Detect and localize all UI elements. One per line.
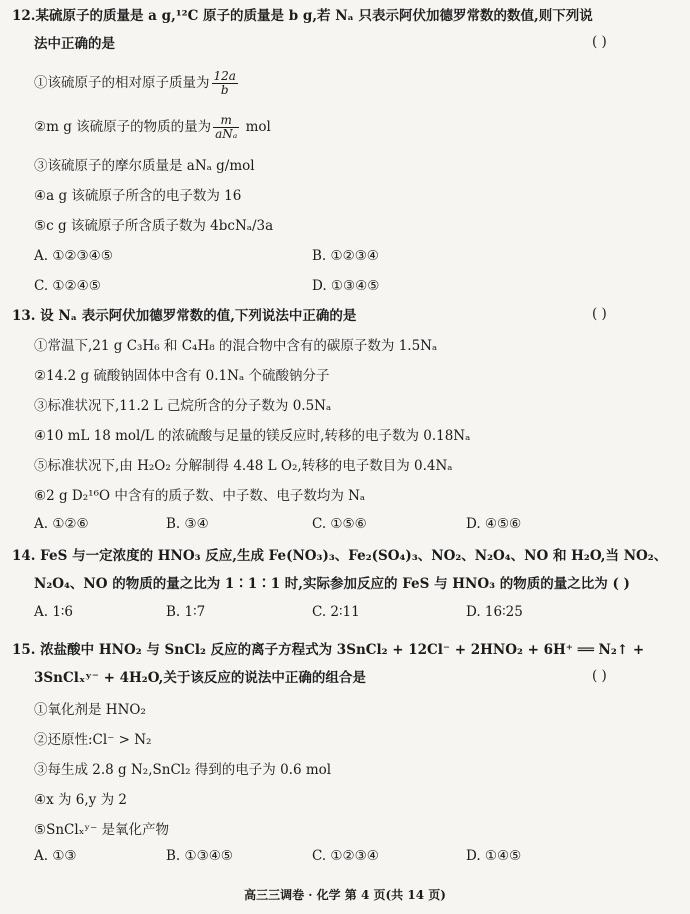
q12-answer-paren: ( ) [592,34,607,50]
q13-statement-5: ⑤标准状况下,由 H₂O₂ 分解制得 4.48 L O₂,转移的电子数目为 0.4Nₐ [34,458,453,474]
q12-s1-numerator: 12a [213,69,236,83]
q12-s2-numerator: m [213,114,239,128]
q12-statement-2 [34,112,271,142]
q15-stem-line1: 15. 浓盐酸中 HNO₂ 与 SnCl₂ 反应的离子方程式为 3SnCl₂ + 12Cl⁻ + 2HNO₂ + 6H⁺ ══ N₂↑ + [12,642,645,658]
q12-statement-3: ③该硫原子的摩尔质量是 aNₐ g/mol [34,158,255,174]
q13-option-a: A. ①②⑥ [34,516,89,532]
q12-option-c: C. ①②④⑤ [34,278,101,294]
q15-statement-3: ③每生成 2.8 g N₂,SnCl₂ 得到的电子为 0.6 mol [34,762,332,778]
q14-option-b: B. 1∶7 [166,604,206,620]
q12-s2-unit: mol [245,119,271,135]
q12-stem-line1: 12.某硫原子的质量是 a g,¹²C 原子的质量是 b g,若 Nₐ 只表示阿伏加德罗常数的数值,则下列说 [12,8,593,24]
q12-s1-fraction [212,70,238,97]
q13-answer-paren: ( ) [592,306,607,322]
q13-option-b: B. ③④ [166,516,209,532]
q15-statement-1: ①氧化剂是 HNO₂ [34,702,146,718]
q13-statement-3: ③标准状况下,11.2 L 己烷所含的分子数为 0.5Nₐ [34,398,332,414]
q15-option-a: A. ①③ [34,848,77,864]
q12-stem-line2: 法中正确的是 [34,36,115,52]
q12-option-d: D. ①③④⑤ [312,278,380,294]
q15-statement-2: ②还原性:Cl⁻ > N₂ [34,732,152,748]
q15-stem-line2: 3SnClₓʸ⁻ + 4H₂O,关于该反应的说法中正确的组合是 [34,670,366,686]
q13-option-c: C. ①⑤⑥ [312,516,367,532]
q12-s2-text: ②m g 该硫原子的物质的量为 [34,119,212,135]
q13-stem: 13. 设 Nₐ 表示阿伏加德罗常数的值,下列说法中正确的是 [12,308,357,324]
q12-statement-4: ④a g 该硫原子所含的电子数为 16 [34,188,242,204]
q14-option-d: D. 16∶25 [466,604,523,620]
q12-statement-1 [34,68,240,98]
q15-statement-4: ④x 为 6,y 为 2 [34,792,127,808]
q15-option-d: D. ①④⑤ [466,848,522,864]
q15-option-c: C. ①②③④ [312,848,379,864]
q14-option-c: C. 2∶11 [312,604,360,620]
q15-answer-paren: ( ) [592,668,607,684]
q12-s2-denominator: aNₐ [215,127,238,141]
q14-stem-line1: 14. FeS 与一定浓度的 HNO₃ 反应,生成 Fe(NO₃)₃、Fe₂(SO₄)₃、NO₂、N₂O₄、NO 和 H₂O,当 NO₂、 [12,548,668,564]
q12-option-a: A. ①②③④⑤ [34,248,113,264]
q13-statement-1: ①常温下,21 g C₃H₆ 和 C₄H₈ 的混合物中含有的碳原子数为 1.5Nₐ [34,338,438,354]
q12-s2-fraction [213,114,239,141]
q15-statement-5: ⑤SnClₓʸ⁻ 是氧化产物 [34,822,170,838]
q15-option-b: B. ①③④⑤ [166,848,233,864]
q13-statement-6: ⑥2 g D₂¹⁶O 中含有的质子数、中子数、电子数均为 Nₐ [34,488,366,504]
q12-s1-denominator: b [220,83,229,97]
page-footer: 高三三调卷 · 化学 第 4 页(共 14 页) [244,888,446,902]
q13-statement-2: ②14.2 g 硫酸钠固体中含有 0.1Nₐ 个硫酸钠分子 [34,368,330,384]
q13-statement-4: ④10 mL 18 mol/L 的浓硫酸与足量的镁反应时,转移的电子数为 0.18Nₐ [34,428,471,444]
q12-option-b: B. ①②③④ [312,248,379,264]
q12-statement-5: ⑤c g 该硫原子所含质子数为 4bcNₐ/3a [34,218,274,234]
q13-option-d: D. ④⑤⑥ [466,516,522,532]
q14-option-a: A. 1∶6 [34,604,74,620]
q12-s1-text: ①该硫原子的相对原子质量为 [34,75,210,91]
q14-stem-line2: N₂O₄、NO 的物质的量之比为 1∶1∶1 时,实际参加反应的 FeS 与 HNO₃ 的物质的量之比为 ( ) [34,576,630,592]
